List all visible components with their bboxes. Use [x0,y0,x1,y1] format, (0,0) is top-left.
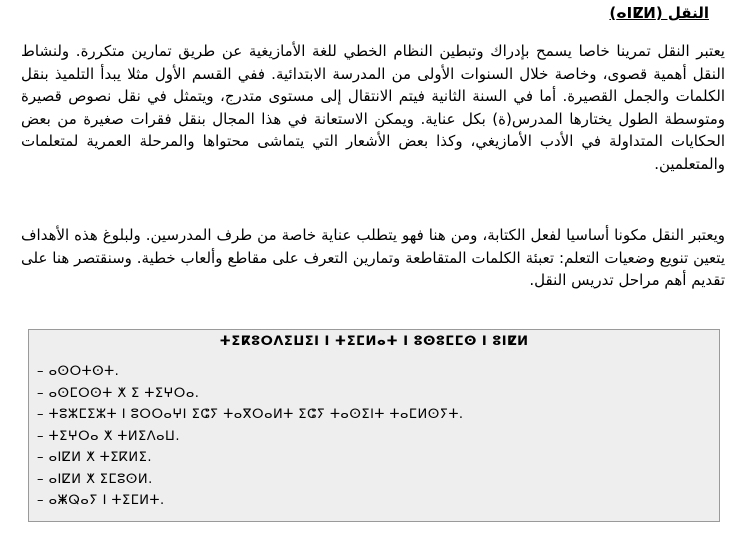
list-item: – ⵜⵉⵖⵔⴰ ⵅ ⵜⵍⵉⴷⴰⵡ. [37,428,180,444]
list-item: – ⴰⵏⵇⵍ ⵅ ⵉⵎⵓⵙⵍ. [37,471,153,487]
list-item: – ⴰⵙⵎⵔⵙⵜ ⵅ ⵉ ⵜⵉⵖⵔⴰ. [37,385,200,401]
list-item: – ⴰⵙⵔⵜⵙⵜ. [37,364,120,379]
list-item: – ⴰⵥⵕⴰⵢ ⵏ ⵜⵉⵎⵍⵜ. [37,493,165,508]
section-heading: النقل (ⴰⵏⵇⵍ) [609,4,709,22]
paragraph-goals: ويعتبر النقل مكونا أساسيا لفعل الكتابة، ومن هنا فهو يتطلب عناية خاصة من طرف المدرسين. ولبلوغ هذه الأهداف يتعين تنويع وضعيات التعلم: تعبئة الكلمات المتقاطعة وتمارين التعرف على مقاطع وألعاب خطية. وسنقتصر هنا على تقديم أهم مراحل تدريس النقل. [21,226,725,289]
list-item: – ⴰⵏⵇⵍ ⵅ ⵜⵉⴽⵍⵉ. [37,450,152,465]
stages-box [28,329,720,522]
stages-box-title: ⵜⵉⴽⵓⵔⴷⵉⵡⵉⵏ ⵏ ⵜⵉⵎⵍⴰⵜ ⵏ ⵓⵙⵓⵎⵎⵙ ⵏ ⵓⵏⵇⵍ [219,334,529,349]
list-item: – ⵜⵓⵣⵎⵉⵣⵜ ⵏ ⵓⵔⵔⴰⵖⵏ ⵉⵛⵢ ⵜⴰⴳⵔⴰⵍⵜ ⵉⵛⵢ ⵜⴰⵙⵉⵏⵜ ⵜⴰⵎⵍⵙⵢⵜ. [37,407,464,422]
stages-list [29,361,719,512]
paragraph-intro: يعتبر النقل تمرينا خاصا يسمح بإدراك وتبطين النظام الخطي للغة الأمازيغية عن طريق تمارين متكررة. ولنشاط النقل أهمية قصوى، وخاصة خلال السنوات الأولى من المدرسة الابتدائية. ففي القسم الأول مثلا يبدأ التلميذ بنقل الكلمات والجمل القصيرة. أما في السنة الثانية فيتم الانتقال إلى مستوى متدرج، ويتمثل في نقل نصوص قصيرة ومتوسطة الطول يختارها المدرس(ة) بكل عناية. ويمكن الاستعانة في هذا المجال بنقل فقرات صغيرة من بعض الحكايات المتداولة في الأدب الأمازيغي، وكذا بعض الأشعار التي يتماشى محتواها والمرحلة العمرية لمتعلمات والمتعلمين. [21,42,725,173]
